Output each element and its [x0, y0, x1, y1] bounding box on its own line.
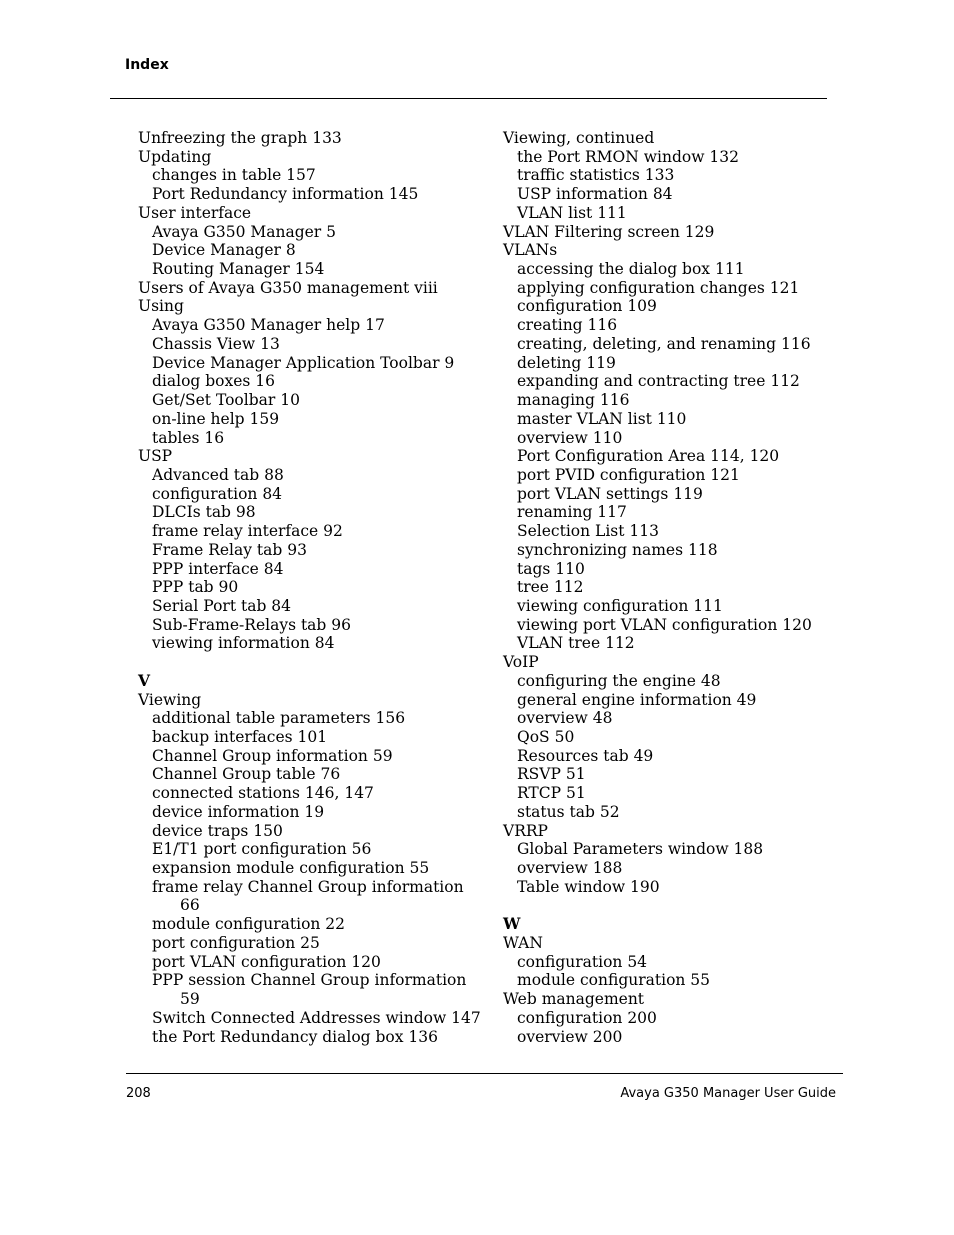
index-subentry: viewing configuration 111 — [517, 596, 723, 615]
index-column-left — [138, 129, 483, 1046]
index-subentry: USP information 84 — [517, 185, 673, 204]
index-subentry: PPP tab 90 — [152, 578, 239, 597]
index-subentry: tree 112 — [517, 578, 584, 597]
index-subentry: overview 188 — [517, 859, 623, 878]
index-entry-continuation: 59 — [180, 990, 200, 1009]
guide-title: Avaya G350 Manager User Guide — [620, 1086, 836, 1101]
index-subentry: DLCIs tab 98 — [152, 503, 256, 522]
index-subentry: Channel Group information 59 — [152, 746, 393, 765]
index-subentry: device information 19 — [152, 802, 325, 821]
index-subentry: Serial Port tab 84 — [152, 596, 292, 615]
index-entry: Updating — [138, 147, 212, 166]
index-subentry: PPP interface 84 — [152, 559, 284, 578]
index-entry-continuation: 66 — [180, 896, 200, 915]
index-subentry: Frame Relay tab 93 — [152, 540, 307, 559]
index-subentry: status tab 52 — [517, 802, 620, 821]
index-subentry: viewing port VLAN configuration 120 — [517, 615, 812, 634]
index-subentry: Get/Set Toolbar 10 — [152, 391, 300, 410]
index-subentry: port VLAN settings 119 — [517, 484, 703, 503]
index-spacer — [138, 653, 483, 672]
index-subentry: connected stations 146, 147 — [152, 784, 374, 803]
footer-rule — [126, 1073, 843, 1074]
index-subentry: Selection List 113 — [517, 522, 659, 541]
index-subentry: Resources tab 49 — [517, 746, 654, 765]
index-subentry: traffic statistics 133 — [517, 166, 675, 185]
index-subentry: expanding and contracting tree 112 — [517, 372, 800, 391]
index-subentry: QoS 50 — [517, 728, 575, 746]
index-subentry: accessing the dialog box 111 — [517, 260, 745, 279]
index-subentry: renaming 117 — [517, 503, 627, 522]
index-subentry: Port Configuration Area 114, 120 — [517, 447, 780, 466]
index-subentry: Chassis View 13 — [152, 334, 280, 353]
index-subentry: creating 116 — [517, 316, 618, 335]
index-entry: Viewing — [138, 690, 202, 709]
page-header-title: Index — [125, 57, 169, 73]
index-subentry: tables 16 — [152, 428, 225, 447]
index-subentry: PPP session Channel Group information — [152, 971, 467, 990]
index-subentry: backup interfaces 101 — [152, 728, 328, 746]
index-subentry: synchronizing names 118 — [517, 540, 718, 559]
index-subentry: the Port Redundancy dialog box 136 — [152, 1027, 439, 1046]
index-subentry: applying configuration changes 121 — [517, 278, 800, 297]
index-subentry: general engine information 49 — [517, 690, 757, 709]
index-subentry: frame relay interface 92 — [152, 522, 343, 541]
index-subentry: overview 110 — [517, 428, 623, 447]
index-subentry: configuration 109 — [517, 297, 657, 316]
index-subentry: the Port RMON window 132 — [517, 147, 739, 166]
index-subentry: Global Parameters window 188 — [517, 840, 764, 859]
index-subentry: VLAN tree 112 — [517, 634, 635, 653]
header-rule — [110, 98, 827, 99]
index-entry: Users of Avaya G350 management viii — [138, 278, 438, 297]
index-entry: USP — [138, 447, 173, 466]
index-letter-heading: V — [138, 670, 151, 690]
index-entry: VoIP — [503, 653, 539, 672]
index-subentry: Sub-Frame-Relays tab 96 — [152, 615, 351, 634]
index-subentry: Port Redundancy information 145 — [152, 185, 419, 204]
index-subentry: VLAN list 111 — [517, 203, 627, 222]
index-subentry: Device Manager Application Toolbar 9 — [152, 353, 455, 372]
index-subentry: module configuration 22 — [152, 915, 346, 934]
index-subentry: Advanced tab 88 — [152, 465, 284, 484]
index-entry: Web management — [503, 990, 645, 1009]
index-subentry: Avaya G350 Manager 5 — [152, 222, 337, 241]
index-subentry: deleting 119 — [517, 353, 616, 372]
index-subentry: overview 48 — [517, 709, 613, 728]
index-entry: WAN — [503, 933, 543, 952]
index-subentry: tags 110 — [517, 559, 585, 578]
index-letter-heading: W — [503, 914, 521, 934]
index-subentry: Device Manager 8 — [152, 241, 296, 260]
index-subentry: frame relay Channel Group information — [152, 877, 464, 896]
index-subentry: changes in table 157 — [152, 166, 316, 185]
index-subentry: device traps 150 — [152, 821, 283, 840]
index-column-right — [503, 129, 833, 1046]
index-entry: VRRP — [503, 821, 548, 840]
index-subentry: module configuration 55 — [517, 971, 711, 990]
index-subentry: port VLAN configuration 120 — [152, 952, 381, 971]
index-subentry: overview 200 — [517, 1027, 623, 1046]
index-subentry: managing 116 — [517, 391, 630, 410]
index-subentry: Switch Connected Addresses window 147 — [152, 1008, 481, 1027]
index-spacer — [503, 896, 833, 915]
index-subentry: configuration 200 — [517, 1008, 657, 1027]
index-subentry: E1/T1 port configuration 56 — [152, 840, 372, 859]
index-subentry: configuring the engine 48 — [517, 671, 721, 690]
index-entry: User interface — [138, 203, 252, 222]
index-subentry: Routing Manager 154 — [152, 260, 325, 279]
index-subentry: port configuration 25 — [152, 933, 320, 952]
index-entry: Viewing, continued — [503, 129, 655, 147]
index-entry: Unfreezing the graph 133 — [138, 129, 342, 147]
index-subentry: Channel Group table 76 — [152, 765, 341, 784]
index-subentry: configuration 54 — [517, 952, 648, 971]
index-subentry: Avaya G350 Manager help 17 — [152, 316, 385, 335]
index-subentry: viewing information 84 — [152, 634, 335, 653]
index-subentry: RSVP 51 — [517, 765, 586, 784]
index-entry: VLAN Filtering screen 129 — [503, 222, 715, 241]
index-entry: Using — [138, 297, 184, 316]
index-subentry: on-line help 159 — [152, 409, 280, 428]
page-number: 208 — [126, 1086, 151, 1101]
index-subentry: creating, deleting, and renaming 116 — [517, 334, 811, 353]
index-subentry: RTCP 51 — [517, 784, 586, 803]
index-subentry: dialog boxes 16 — [152, 372, 276, 391]
index-subentry: additional table parameters 156 — [152, 709, 406, 728]
index-subentry: configuration 84 — [152, 484, 283, 503]
index-subentry: port PVID configuration 121 — [517, 465, 740, 484]
index-subentry: Table window 190 — [517, 877, 660, 896]
index-entry: VLANs — [503, 241, 558, 260]
index-subentry: master VLAN list 110 — [517, 409, 687, 428]
index-subentry: expansion module configuration 55 — [152, 859, 430, 878]
